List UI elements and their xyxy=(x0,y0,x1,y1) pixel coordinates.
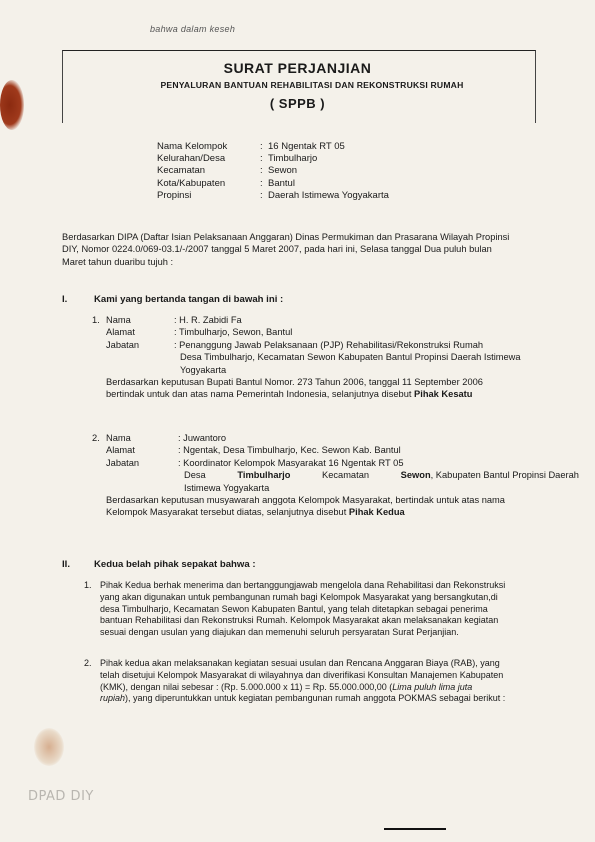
section-2-heading: II. Kedua belah pihak sepakat bahwa : xyxy=(62,559,256,570)
document-code: ( SPPB ) xyxy=(269,96,326,111)
intro-paragraph: Berdasarkan DIPA (Daftar Isian Pelaksanaan Anggaran) Dinas Permukiman dan Prasarana Wilayah Propinsi DIY, Nomor 0224.0/069-03.1/-/2007 tanggal 5 Maret 2007, pada hari ini, Selasa tanggal Dua puluh bulan Maret tahun duaribu tujuh : xyxy=(62,232,510,267)
info-row: Nama Kelompok : 16 Ngentak RT 05 xyxy=(157,141,345,152)
document-subtitle: PENYALURAN BANTUAN REHABILITASI DAN REKONSTRUKSI RUMAH xyxy=(160,80,464,90)
info-row: Kecamatan : Sewon xyxy=(157,165,298,177)
info-value: Timbulharjo xyxy=(268,153,318,165)
group-info xyxy=(157,141,389,202)
document-title: SURAT PERJANJIAN xyxy=(223,60,372,76)
section-1-heading: I. Kami yang bertanda tangan di bawah ini : xyxy=(62,294,284,305)
party-2-role: Pihak Kedua xyxy=(348,507,405,518)
info-label: Kelurahan/Desa xyxy=(157,153,226,165)
top-handwritten-note: bahwa dalam keseh xyxy=(150,24,236,34)
info-row: Kelurahan/Desa : Timbulharjo xyxy=(157,153,318,165)
watermark: DPAD DIY xyxy=(28,789,94,804)
info-label: Kecamatan xyxy=(157,165,206,177)
party-2-block: 2. Nama : Juwantoro Alamat : Ngentak, Desa Timbulharjo, Kec. Sewon Kab. Bantul Jabatan : Koordinator Kelompok Masyarakat 16 Ngentak RT 05 Desa Timbulharjo Kecamatan Sewon, Kabupaten Bantul Propinsi Daerah Istimewa Yogyakarta Berdasarkan keputusan musyawarah anggota Kelompok Masyarakat, bertindak untuk atas nama Kelompok Masyarakat tersebut diatas, selanjutnya disebut Pihak Kedua xyxy=(92,433,579,518)
faded-seal-mark xyxy=(34,728,64,766)
info-value: Bantul xyxy=(268,177,295,189)
signature-line xyxy=(384,828,446,830)
agreement-item-2: 2. Pihak kedua akan melaksanakan kegiatan sesuai usulan dan Rencana Anggaran Biaya (RAB), yang telah disetujui Kelompok Masyarakat di wilayahnya dan diverifikasi Konsultan Manajemen Kabupaten (KMK), dengan nilai sebesar : (Rp. 5.000.000 x 11) = Rp. 55.000.000,00 (Lima puluh lima juta rupiah), yang diperuntukkan untuk kegiatan pembangunan rumah anggota POKMAS sebagai berikut : xyxy=(84,658,506,704)
party-1-role: Pihak Kesatu xyxy=(414,389,473,400)
info-row: Kota/Kabupaten : Bantul xyxy=(157,177,295,189)
info-value: Daerah Istimewa Yogyakarta xyxy=(268,189,389,201)
agreement-item-1: 1. Pihak Kedua berhak menerima dan bertanggungjawab mengelola dana Rehabilitasi dan Rekonstruksi yang akan digunakan untuk pembangunan rumah bagi Kelompok Masyarakat yang bersangkutan,di desa Timbulharjo, Kecamatan Sewon Kabupaten Bantul, yang telah ditetapkan sebagai penerima bantuan Rehabilitasi dan Rekonstruksi Rumah. Kelompok Masyarakat akan melaksanakan kegiatan sesuai dengan usulan yang diajukan dan memenuhi seluruh persyaratan Surat Perjanjian. xyxy=(84,580,506,638)
info-value: Sewon xyxy=(268,165,298,177)
info-label: Propinsi xyxy=(157,189,192,201)
party-1-block: 1. Nama : H. R. Zabidi Fa Alamat : Timbulharjo, Sewon, Bantul Jabatan : Penanggung Jawab Pelaksanaan (PJP) Rehabilitasi/Rekonstruksi Rumah Desa Timbulharjo, Kecamatan Sewon Kabupaten Bantul Propinsi Daerah Istimewa Yogyakarta Berdasarkan keputusan Bupati Bantul Nomor. 273 Tahun 2006, tanggal 11 September 2006 bertindak untuk dan atas nama Pemerintah Indonesia, selanjutnya disebut Pihak Kesatu xyxy=(92,315,521,400)
info-value: 16 Ngentak RT 05 xyxy=(268,141,345,152)
info-row: Propinsi : Daerah Istimewa Yogyakarta xyxy=(157,189,389,201)
info-label: Kota/Kabupaten xyxy=(157,177,226,189)
info-label: Nama Kelompok xyxy=(157,141,228,152)
